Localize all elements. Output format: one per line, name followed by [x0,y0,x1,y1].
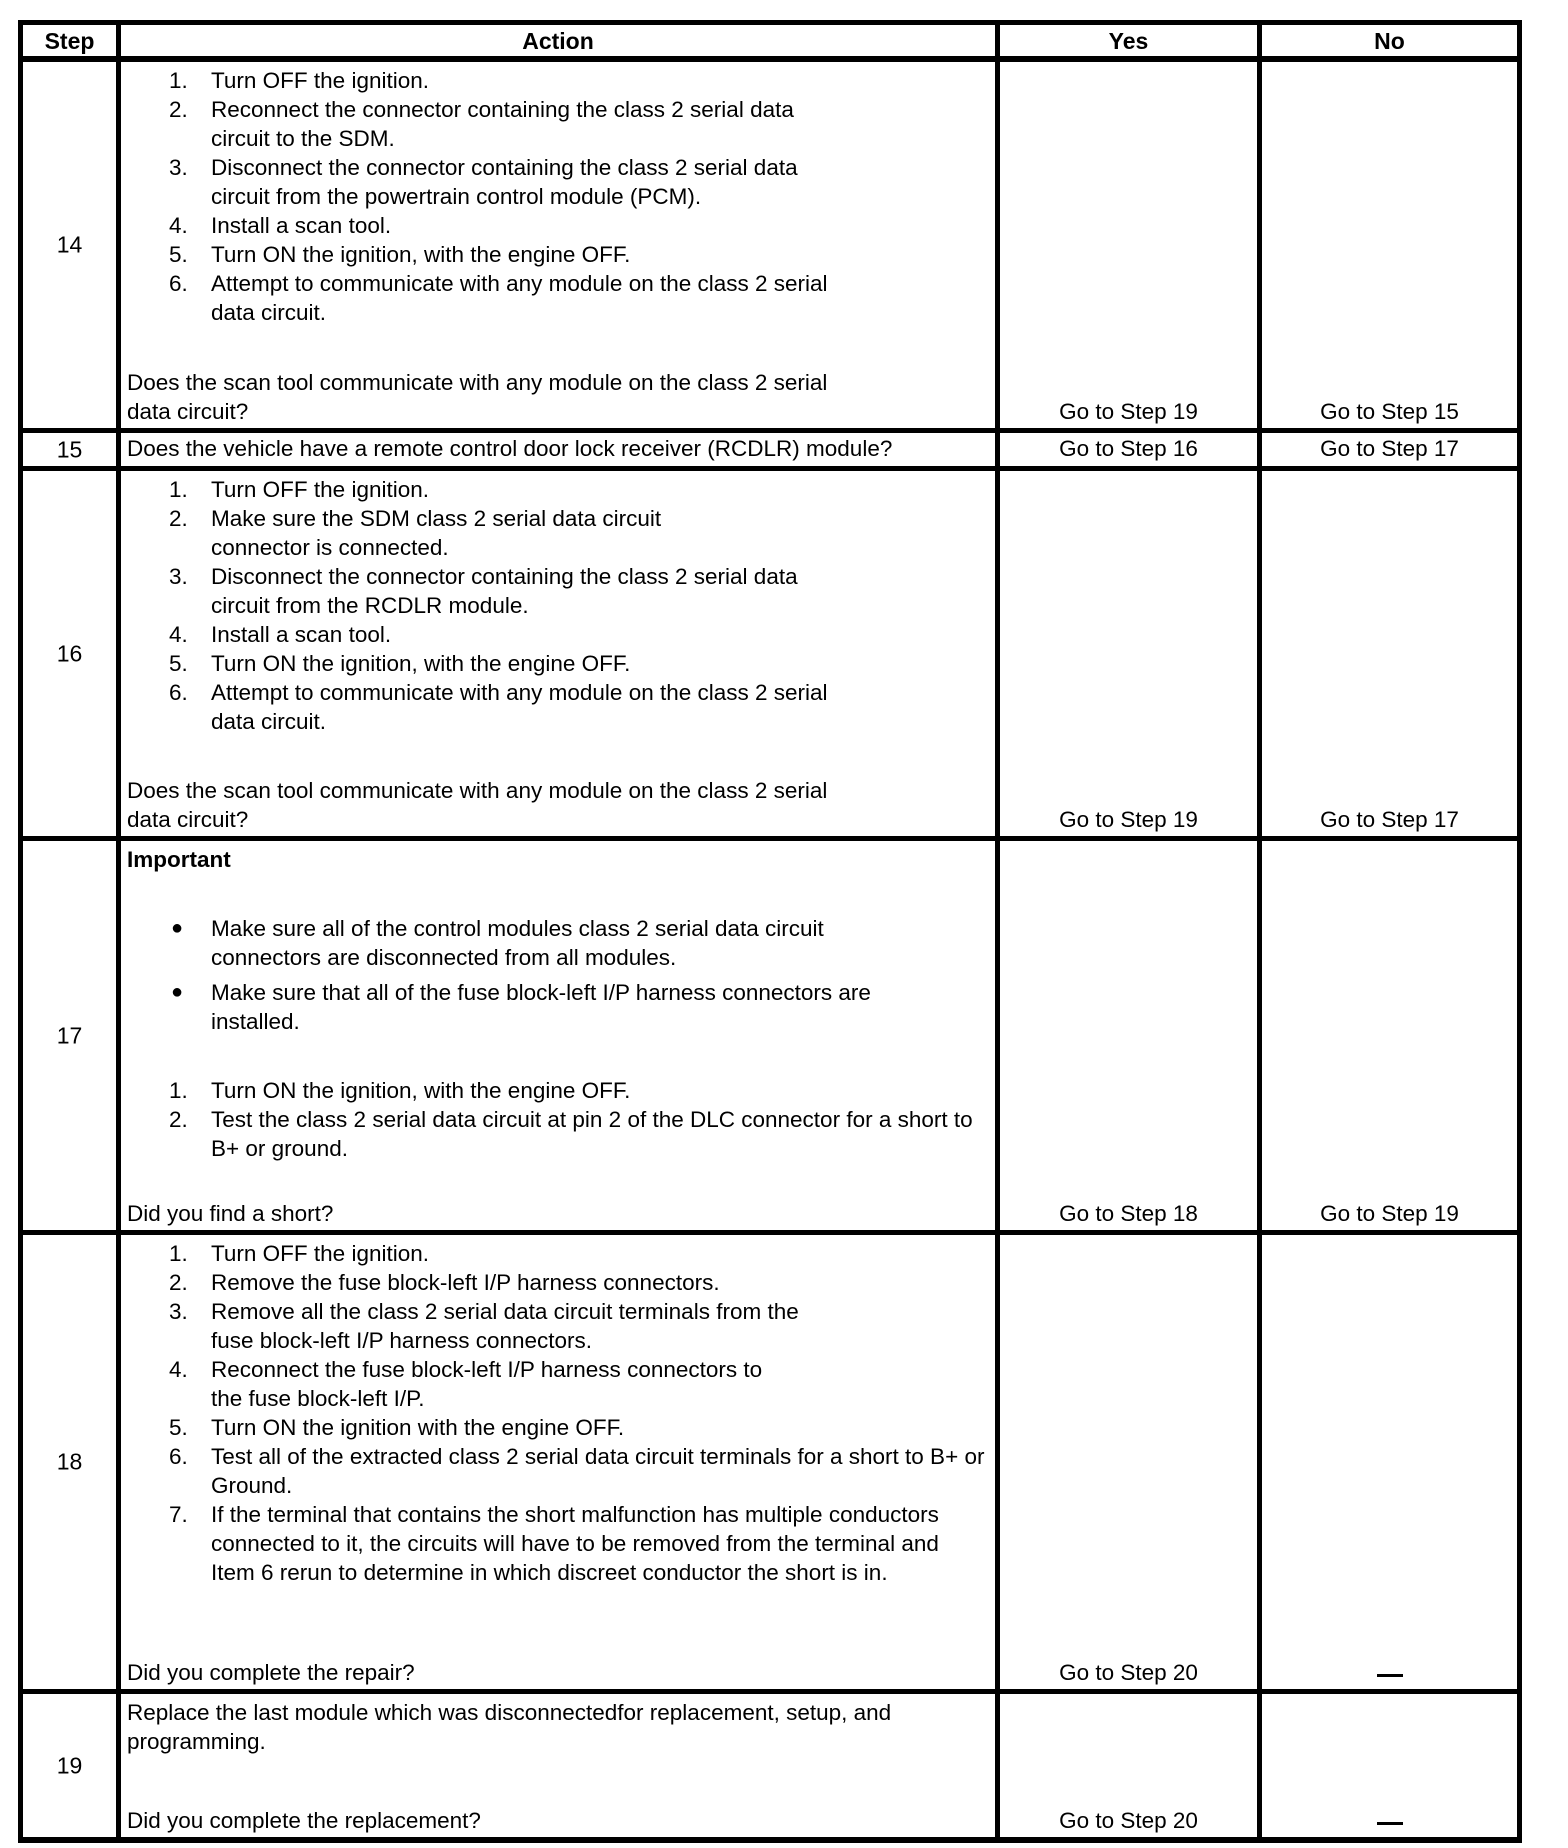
no-link[interactable]: Go to Step 17 [1320,436,1459,461]
header-step: Step [23,25,121,56]
list-item: 1. Turn ON the ignition, with the engine OFF. [169,1078,631,1103]
important-bullets [127,914,989,1036]
action-cell [121,1694,1000,1837]
step-number: 14 [56,231,83,258]
list-item: 2. Reconnect the connector containing the class 2 serial data circuit to the SDM. [169,97,794,151]
header-action: Action [121,25,1000,56]
no-action-dash [1377,1822,1403,1825]
yes-cell [1000,841,1262,1230]
list-item: 3. Disconnect the connector containing the class 2 serial data circuit from the powertrain control module (PCM). [169,155,798,209]
table-row-step-19 [18,1694,1522,1843]
list-item: 2. Make sure the SDM class 2 serial data circuit connector is connected. [169,506,662,560]
list-item: ● Make sure that all of the fuse block-left I/P harness connectors are installed. [171,980,871,1034]
list-item: 3. Disconnect the connector containing the class 2 serial data circuit from the RCDLR module. [169,564,798,618]
question-text: Does the scan tool communicate with any module on the class 2 serial data circuit? [127,778,828,832]
list-item: 2. Test the class 2 serial data circuit at pin 2 of the DLC connector for a short to B+ or ground. [169,1107,973,1161]
header-yes: Yes [1000,25,1262,56]
header-no: No [1374,28,1405,54]
no-action-dash [1377,1674,1403,1677]
important-label: Important [127,847,231,872]
action-cell [121,471,1000,836]
list-item: 6. Test all of the extracted class 2 serial data circuit terminals for a short to B+ or Ground. [169,1444,985,1498]
yes-link[interactable]: Go to Step 19 [1059,399,1198,424]
list-item: 6. Attempt to communicate with any module on the class 2 serial data circuit. [169,680,828,734]
list-item: 1. Turn OFF the ignition. [169,477,430,502]
step-number: 18 [56,1448,83,1475]
diagnostic-table [18,20,1522,1843]
table-row-step-18 [18,1235,1522,1694]
table-header-row [18,20,1522,62]
list-item: 1. Turn OFF the ignition. [169,68,430,93]
action-cell [121,1235,1000,1689]
yes-link[interactable]: Go to Step 20 [1059,1808,1198,1833]
yes-cell [1000,433,1262,466]
list-item: 2. Remove the fuse block-left I/P harness connectors. [169,1270,720,1295]
no-link[interactable]: Go to Step 19 [1320,1201,1459,1226]
question-text: Did you find a short? [127,1201,334,1226]
list-item: 5. Turn ON the ignition with the engine OFF. [169,1415,625,1440]
step-number: 16 [56,640,83,666]
step-number-cell [23,471,121,836]
question-text: Does the scan tool communicate with any module on the class 2 serial data circuit? [127,370,828,424]
action-text: Replace the last module which was disconnectedfor replacement, setup, and programming. [127,1700,892,1754]
no-cell [1262,433,1517,466]
no-link[interactable]: Go to Step 15 [1320,399,1459,424]
no-cell [1262,841,1517,1230]
no-cell [1262,471,1517,836]
step-number: 17 [56,1022,83,1048]
no-cell [1262,1694,1517,1837]
yes-cell [1000,1235,1262,1689]
table-row-step-15 [18,433,1522,471]
no-cell [1262,1235,1517,1689]
list-item: 4. Install a scan tool. [169,213,392,238]
question-text: Did you complete the repair? [127,1660,415,1685]
numbered-steps [127,1076,989,1163]
list-item: 7. If the terminal that contains the short malfunction has multiple conductors connected to it, the circuits will have to be removed from the terminal and Item 6 rerun to determine in which discreet conductor the short is in. [169,1502,939,1585]
yes-link[interactable]: Go to Step 20 [1059,1660,1198,1685]
step-number-cell [23,1694,121,1837]
action-cell [121,841,1000,1230]
list-item: 4. Install a scan tool. [169,622,392,647]
bullet-icon: ● [171,981,184,1003]
numbered-steps [127,66,989,327]
table-row-step-17 [18,841,1522,1235]
no-cell [1262,62,1517,428]
numbered-steps [127,475,989,736]
yes-cell [1000,62,1262,428]
yes-cell [1000,1694,1262,1837]
list-item: ● Make sure all of the control modules class 2 serial data circuit connectors are disconnected from all modules. [171,916,824,970]
yes-cell [1000,471,1262,836]
list-item: 6. Attempt to communicate with any module on the class 2 serial data circuit. [169,271,828,325]
step-number-cell [23,841,121,1230]
yes-link[interactable]: Go to Step 18 [1059,1201,1198,1226]
list-item: 1. Turn OFF the ignition. [169,1241,430,1266]
step-number-cell [23,1235,121,1689]
action-cell [121,433,1000,466]
table-row-step-16 [18,471,1522,841]
step-number-cell [23,62,121,428]
question-text: Did you complete the replacement? [127,1808,481,1833]
question-text: Does the vehicle have a remote control door lock receiver (RCDLR) module? [127,436,893,461]
list-item: 5. Turn ON the ignition, with the engine OFF. [169,651,631,676]
action-cell [121,62,1000,428]
table-row-step-14 [18,62,1522,433]
step-number-cell [23,433,121,466]
yes-link[interactable]: Go to Step 16 [1059,436,1198,461]
bullet-icon: ● [171,917,184,939]
numbered-steps [127,1239,989,1587]
step-number: 15 [56,436,83,462]
step-number: 19 [56,1752,83,1778]
yes-link[interactable]: Go to Step 19 [1059,807,1198,832]
list-item: 3. Remove all the class 2 serial data circuit terminals from the fuse block-left I/P harness connectors. [169,1299,799,1353]
list-item: 5. Turn ON the ignition, with the engine OFF. [169,242,631,267]
list-item: 4. Reconnect the fuse block-left I/P harness connectors to the fuse block-left I/P. [169,1357,763,1411]
no-link[interactable]: Go to Step 17 [1320,807,1459,832]
